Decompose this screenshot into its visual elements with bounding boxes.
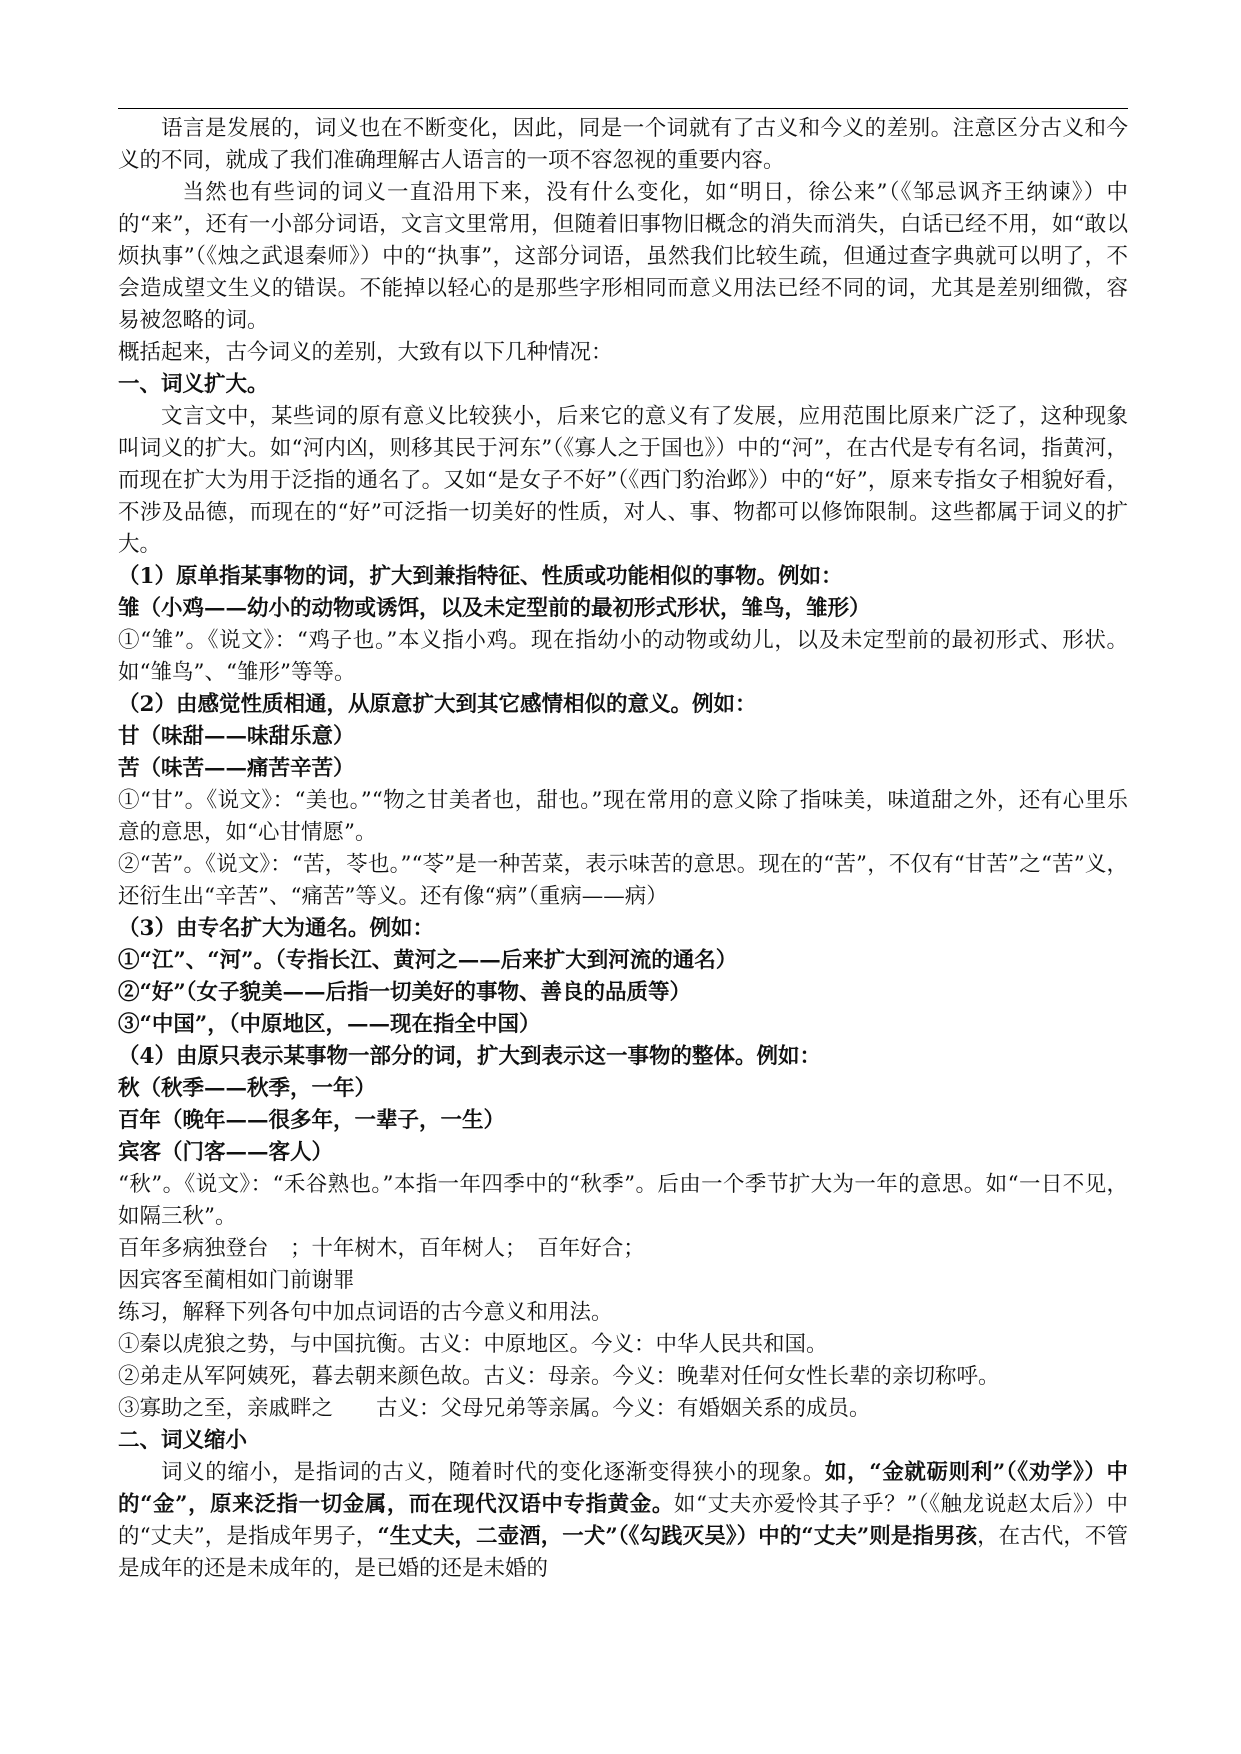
section-1-paragraph: 文言文中，某些词的原有意义比较狭小，后来它的意义有了发展，应用范围比原来广泛了，这种现象叫词义的扩大。如“河内凶，则移其民于河东”（《寡人之于国也》）中的“河”，在古代是专有名词，指黄河，而现在扩大为用于泛指的通名了。又如“是女子不好”（《西门豹治邺》）中的“好”，原来专指女子相貌好看，不涉及品德，而现在的“好”可泛指一切美好的性质，对人、事、物都可以修饰限制。这些都属于词义的扩大。 — [118, 404, 1128, 557]
section-2-heading: 二、词义缩小 — [118, 1428, 248, 1453]
practice-item-1: ①秦以虎狼之势，与中国抗衡。古义：中原地区。今义：中华人民共和国。 — [118, 1332, 828, 1357]
section-2-text-d: “生丈夫，二壶酒，一犬”（《勾践灭吴》）中的“丈夫”则是指男孩 — [377, 1524, 978, 1549]
document-page — [118, 108, 1128, 1585]
intro-paragraph-2: 当然也有些词的词义一直沿用下来，没有什么变化，如“明日，徐公来”（《邹忌讽齐王纳谏》）中的“来”，还有一小部分词语，文言文里常用，但随着旧事物旧概念的消失而消失，白话已经不用，如“敢以烦执事”（《烛之武退秦师》）中的“执事”，这部分词语，虽然我们比较生疏，但通过查字典就可以明了，不会造成望文生义的错误。不能掉以轻心的是那些字形相同而意义用法已经不同的词，尤其是差别细微，容易被忽略的词。 — [118, 180, 1128, 333]
section-2-text-b: 如，“金就砺则利”（《劝学》）中的“金”，原来泛指一切金属，而在现代汉语中专指黄金。 — [118, 1460, 1128, 1517]
example-2-text-a: ①“甘”。《说文》：“美也。”“物之甘美者也，甜也。”现在常用的意义除了指味美，味道甜之外，还有心里乐意的意思，如“心甘情愿”。 — [118, 788, 1128, 845]
example-4-c: 宾客（门客——客人） — [118, 1140, 334, 1165]
example-3-c: ③“中国”，（中原地区，——现在指全中国） — [118, 1012, 541, 1037]
example-4-line-2: 因宾客至蔺相如门前谢罪 — [118, 1268, 355, 1293]
example-4-b: 百年（晚年——很多年，一辈子，一生） — [118, 1108, 506, 1133]
practice-prompt: 练习，解释下列各句中加点词语的古今意义和用法。 — [118, 1300, 613, 1325]
intro-paragraph-1: 语言是发展的，词义也在不断变化，因此，同是一个词就有了古义和今义的差别。注意区分古义和今义的不同，就成了我们准确理解古人语言的一项不容忽视的重要内容。 — [118, 116, 1128, 173]
example-1-title: 雏（小鸡——幼小的动物或诱饵，以及未定型前的最初形式形状，雏鸟，雏形） — [118, 596, 871, 621]
subheading-1: （1）原单指某事物的词，扩大到兼指特征、性质或功能相似的事物。例如： — [118, 564, 843, 589]
example-4-phrases: 百年多病独登台 ；十年树木，百年树人； 百年好合； — [118, 1236, 645, 1261]
example-4-a: 秋（秋季——秋季，一年） — [118, 1076, 377, 1101]
subheading-4: （4）由原只表示某事物一部分的词，扩大到表示这一事物的整体。例如： — [118, 1044, 821, 1069]
example-2-text-b: ②“苦”。《说文》：“苦，苓也。”“苓”是一种苦菜，表示味苦的意思。现在的“苦”，不仅有“甘苦”之“苦”义，还衍生出“辛苦”、“痛苦”等义。还有像“病”（重病——病） — [118, 852, 1128, 909]
section-1-heading: 一、词义扩大。 — [118, 372, 269, 397]
intro-paragraph-3: 概括起来，古今词义的差别，大致有以下几种情况： — [118, 340, 613, 365]
example-1-text: ①“雏”。《说文》：“鸡子也。”本义指小鸡。现在指幼小的动物或幼儿，以及未定型前的最初形式、形状。如“雏鸟”、“雏形”等等。 — [118, 628, 1128, 685]
example-4-text: “秋”。《说文》：“禾谷熟也。”本指一年四季中的“秋季”。后由一个季节扩大为一年的意思。如“一日不见，如隔三秋”。 — [118, 1172, 1128, 1229]
section-2-text-e: ，在古代，不管是成年的还是未成年的，是已婚的还是未婚的 — [118, 1524, 1128, 1581]
practice-item-2: ②弟走从军阿姨死，暮去朝来颜色故。古义：母亲。今义：晚辈对任何女性长辈的亲切称呼。 — [118, 1364, 1000, 1389]
example-3-b: ②“好”（女子貌美——后指一切美好的事物、善良的品质等） — [118, 980, 691, 1005]
section-2-text-a: 词义的缩小，是指词的古义，随着时代的变化逐渐变得狭小的现象。 — [161, 1460, 825, 1485]
practice-item-3: ③寡助之至，亲戚畔之 古义：父母兄弟等亲属。今义：有婚姻关系的成员。 — [118, 1396, 871, 1421]
subheading-3: （3）由专名扩大为通名。例如： — [118, 916, 434, 941]
header-rule — [118, 108, 1128, 109]
section-2-paragraph — [118, 1457, 1128, 1585]
example-2-title-b: 苦（味苦——痛苦辛苦） — [118, 756, 355, 781]
example-3-a: ①“江”、“河”。（专指长江、黄河之——后来扩大到河流的通名） — [118, 948, 738, 973]
subheading-2: （2）由感觉性质相通，从原意扩大到其它感情相似的意义。例如： — [118, 692, 757, 717]
section-2-text-c: 如“丈夫亦爱怜其子乎？”（《触龙说赵太后》）中的“丈夫”，是指成年男子， — [118, 1492, 1128, 1549]
example-2-title-a: 甘（味甜——味甜乐意） — [118, 724, 355, 749]
